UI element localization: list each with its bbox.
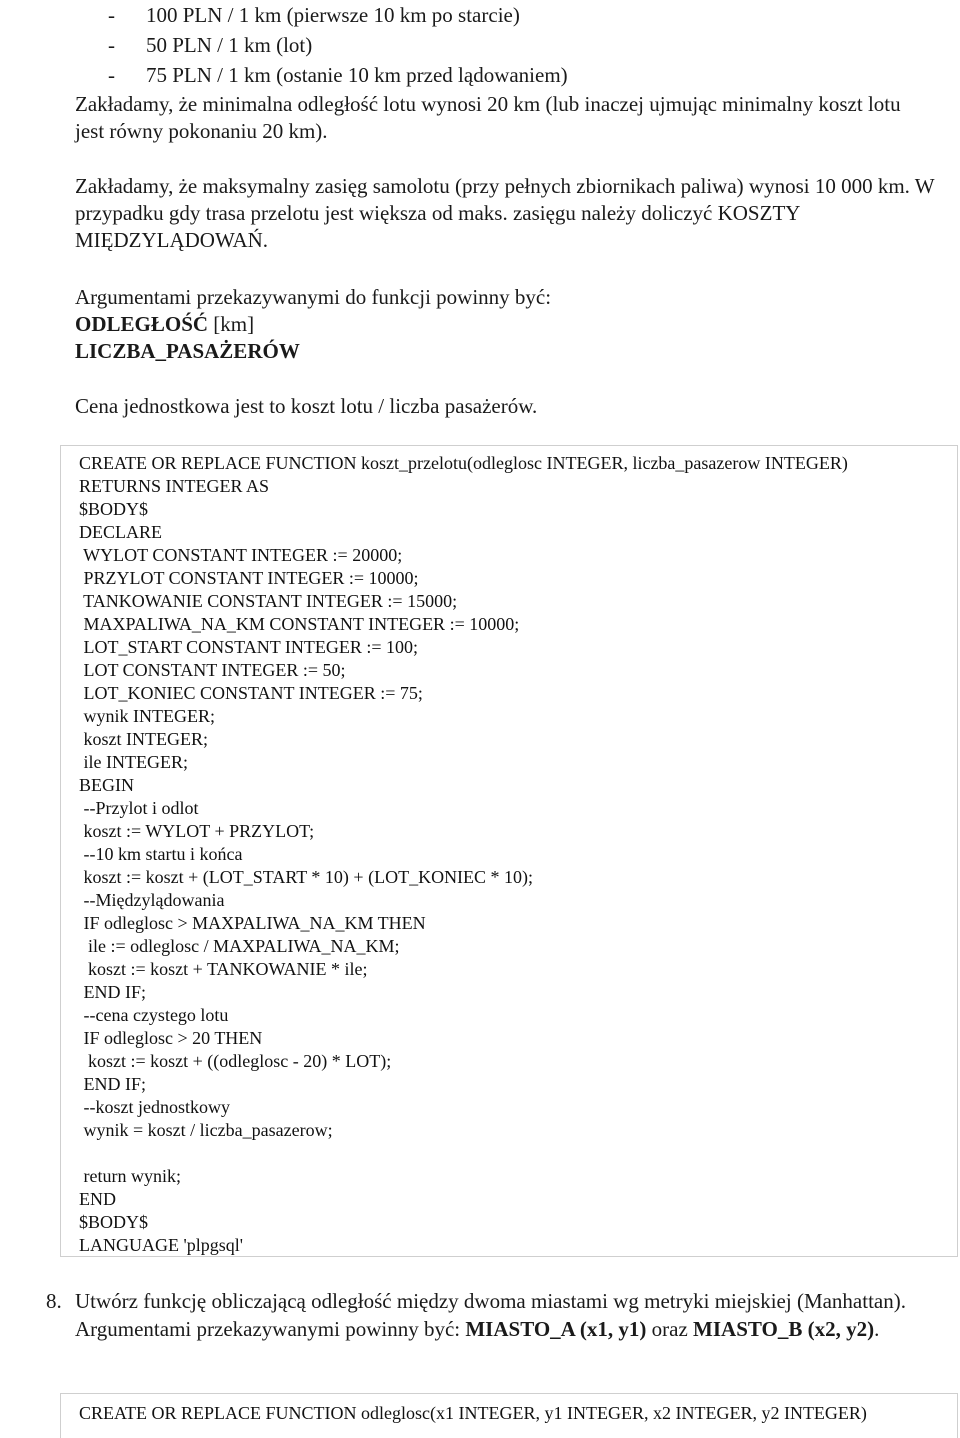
code-line: koszt := WYLOT + PRZYLOT; xyxy=(79,821,315,841)
code-line: END xyxy=(79,1189,116,1209)
task-text-end: . xyxy=(874,1317,880,1341)
arguments-paragraph xyxy=(75,284,935,365)
argument-distance-name: ODLEGŁOŚĆ xyxy=(75,312,209,336)
code-line: LANGUAGE 'plpgsql' xyxy=(79,1235,243,1255)
code-line: return wynik; xyxy=(79,1166,181,1186)
code-line: PRZYLOT CONSTANT INTEGER := 10000; xyxy=(79,568,419,588)
min-distance-paragraph: Zakładamy, że minimalna odległość lotu wynosi 20 km (lub inaczej ujmując minimalny koszt lotu jest równy pokonaniu 20 km). xyxy=(75,92,901,143)
code-listing xyxy=(79,452,848,1257)
list-item xyxy=(108,30,568,60)
code-line: ile INTEGER; xyxy=(79,752,188,772)
task-text-between: oraz xyxy=(646,1317,694,1341)
arguments-intro: Argumentami przekazywanymi do funkcji powinny być: xyxy=(75,285,552,309)
argument-distance xyxy=(75,311,935,338)
argument-passengers: LICZBA_PASAŻERÓW xyxy=(75,339,300,363)
list-item xyxy=(108,0,568,30)
code-line: wynik INTEGER; xyxy=(79,706,215,726)
task-city-a: MIASTO_A (x1, y1) xyxy=(465,1317,647,1341)
list-item-text: 100 PLN / 1 km (pierwsze 10 km po starcie) xyxy=(146,3,520,27)
code-line: MAXPALIWA_NA_KM CONSTANT INTEGER := 10000; xyxy=(79,614,520,634)
task-8 xyxy=(46,1287,926,1343)
unit-price-paragraph: Cena jednostkowa jest to koszt lotu / liczba pasażerów. xyxy=(75,394,538,418)
code-line: LOT CONSTANT INTEGER := 50; xyxy=(79,660,346,680)
list-item-text: 75 PLN / 1 km (ostanie 10 km przed lądowaniem) xyxy=(146,63,568,87)
task-city-b: MIASTO_B (x2, y2) xyxy=(693,1317,875,1341)
list-item-text: 50 PLN / 1 km (lot) xyxy=(146,33,313,57)
code-line: --cena czystego lotu xyxy=(79,1005,229,1025)
code-line: DECLARE xyxy=(79,522,162,542)
code-line: IF odleglosc > 20 THEN xyxy=(79,1028,263,1048)
code-line: WYLOT CONSTANT INTEGER := 20000; xyxy=(79,545,403,565)
code-line: $BODY$ xyxy=(79,1212,149,1232)
task-text xyxy=(75,1287,926,1343)
list-dash: - xyxy=(108,3,115,27)
code-line: RETURNS INTEGER AS xyxy=(79,476,270,496)
code-line: END IF; xyxy=(79,982,146,1002)
code-line: LOT_KONIEC CONSTANT INTEGER := 75; xyxy=(79,683,423,703)
code-line: --10 km startu i końca xyxy=(79,844,243,864)
code-line: BEGIN xyxy=(79,775,134,795)
code-line: koszt := koszt + ((odleglosc - 20) * LOT); xyxy=(79,1051,392,1071)
code-line: TANKOWANIE CONSTANT INTEGER := 15000; xyxy=(79,591,458,611)
code-line: wynik = koszt / liczba_pasazerow; xyxy=(79,1120,333,1140)
code-line: END IF; xyxy=(79,1074,146,1094)
code-block-odleglosc xyxy=(60,1393,958,1438)
code-line: CREATE OR REPLACE FUNCTION koszt_przelotu(odleglosc INTEGER, liczba_pasazerow INTEGER) xyxy=(79,453,848,473)
code-block-koszt-przelotu xyxy=(60,445,958,1257)
code-line: --Międzylądowania xyxy=(79,890,225,910)
code-line: koszt := koszt + TANKOWANIE * ile; xyxy=(79,959,368,979)
max-range-paragraph: Zakładamy, że maksymalny zasięg samolotu (przy pełnych zbiornikach paliwa) wynosi 10 000 km. W przypadku gdy trasa przelotu jest większa od maks. zasięgu należy doliczyć KOSZTY MIĘDZYLĄDOWAŃ. xyxy=(75,174,935,252)
argument-distance-unit: [km] xyxy=(208,312,255,336)
list-item xyxy=(108,60,568,90)
list-dash: - xyxy=(108,63,115,87)
code-line: $BODY$ xyxy=(79,499,149,519)
task-text-intro: Utwórz funkcję obliczającą odległość między dwoma miastami wg metryki miejskiej (Manhattan). Argumentami przekazywanymi powinny być: xyxy=(75,1289,906,1341)
code-line: IF odleglosc > MAXPALIWA_NA_KM THEN xyxy=(79,913,426,933)
task-number: 8. xyxy=(46,1289,62,1313)
code-line: koszt INTEGER; xyxy=(79,729,208,749)
code-line: koszt := koszt + (LOT_START * 10) + (LOT_KONIEC * 10); xyxy=(79,867,534,887)
code-line: CREATE OR REPLACE FUNCTION odleglosc(x1 INTEGER, y1 INTEGER, x2 INTEGER, y2 INTEGER) xyxy=(79,1403,867,1423)
code-line: --Przylot i odlot xyxy=(79,798,199,818)
code-line: LOT_START CONSTANT INTEGER := 100; xyxy=(79,637,419,657)
cost-list xyxy=(108,0,568,90)
code-line: ile := odleglosc / MAXPALIWA_NA_KM; xyxy=(79,936,400,956)
code-line: --koszt jednostkowy xyxy=(79,1097,230,1117)
list-dash: - xyxy=(108,33,115,57)
